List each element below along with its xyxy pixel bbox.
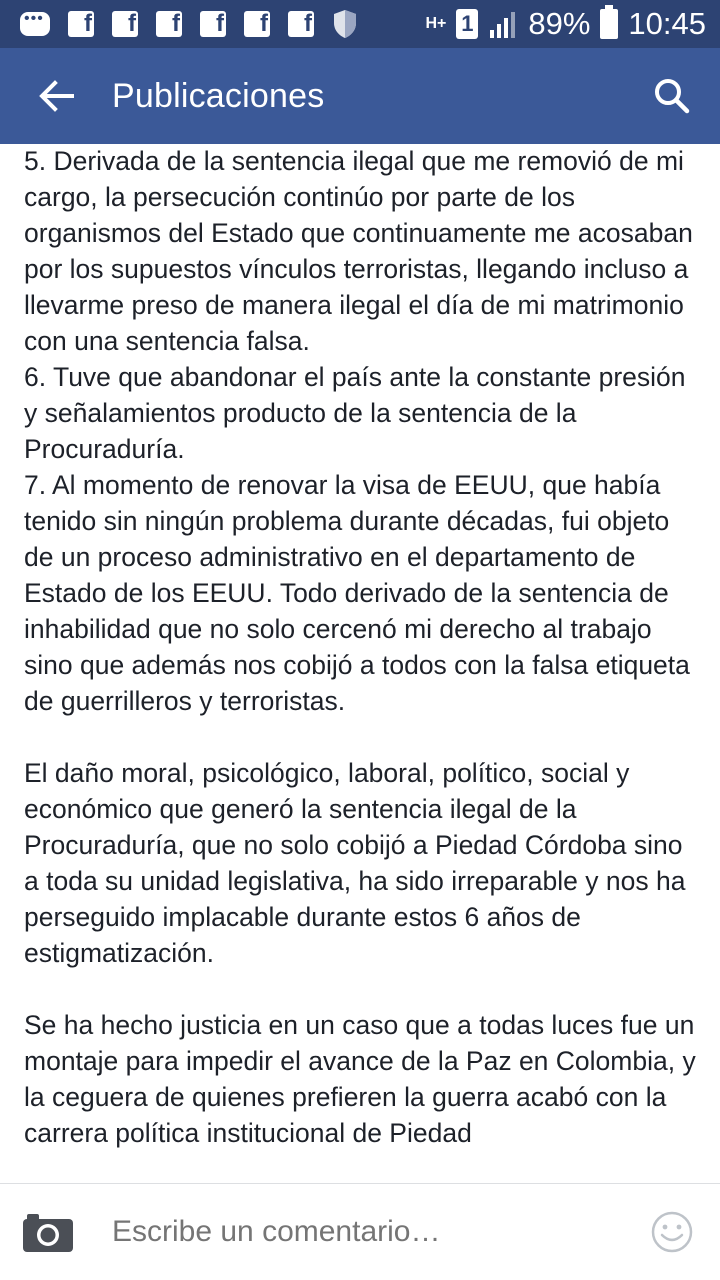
battery-icon (600, 9, 618, 39)
smiley-icon (651, 1211, 693, 1253)
camera-icon (22, 1211, 74, 1253)
status-bar (0, 0, 720, 48)
paragraph-spacer (24, 719, 704, 755)
facebook-icon: f (156, 11, 182, 37)
network-type: H+ (425, 15, 447, 32)
list-item: 6. Tuve que abandonar el país ante la constante presión y señalamientos producto de la sentencia de la Procuraduría. (24, 362, 686, 464)
comment-bar (0, 1183, 720, 1280)
shield-icon (332, 9, 358, 39)
clock: 10:45 (628, 6, 706, 41)
facebook-icon: f (200, 11, 226, 37)
arrow-left-icon (38, 80, 74, 112)
system-status (425, 6, 706, 42)
back-button[interactable] (0, 48, 112, 144)
facebook-icon: f (112, 11, 138, 37)
paragraph-spacer (24, 971, 704, 1007)
facebook-icon: f (288, 11, 314, 37)
sim-indicator: 1 (456, 9, 478, 39)
facebook-icon: f (244, 11, 270, 37)
page-title: Publicaciones (112, 76, 325, 115)
search-button[interactable] (624, 48, 720, 144)
notification-icons (20, 9, 358, 39)
signal-icon (488, 10, 518, 38)
camera-button[interactable] (0, 1184, 96, 1280)
battery-percent: 89% (528, 6, 591, 41)
list-item: 5. Derivada de la sentencia ilegal que me removió de mi cargo, la persecución continúo por parte de los organismos del Estado que continuamente me acosaban por los supuestos vínculos terroristas, llegando incluso a llevarme preso de manera ilegal el día de mi matrimonio con una sentencia falsa. (24, 146, 693, 356)
paragraph: Se ha hecho justicia en un caso que a todas luces fue un montaje para impedir el avance de la Paz en Colombia, y la ceguera de quienes prefieren la guerra acabó con la carrera política institucional de Piedad (24, 1010, 696, 1148)
facebook-icon: f (68, 11, 94, 37)
emoji-button[interactable] (624, 1184, 720, 1280)
post-body (24, 143, 704, 1183)
list-item: 7. Al momento de renovar la visa de EEUU, que había tenido sin ningún problema durante décadas, fui objeto de un proceso administrativo en el departamento de Estado de los EEUU. Todo derivado de la sentencia de inhabilidad que no solo cercenó mi derecho al trabajo sino que además nos cobijó a todos con la falsa etiqueta de guerrilleros y terroristas. (24, 470, 690, 716)
paragraph: El daño moral, psicológico, laboral, político, social y económico que generó la sentencia ilegal de la Procuraduría, que no solo cobijó a Piedad Córdoba sino a toda su unidad legislativa, ha sido irreparable y nos ha perseguido implacable durante estos 6 años de estigmatización. (24, 758, 686, 968)
search-icon (654, 78, 690, 114)
comment-input[interactable] (96, 1215, 624, 1249)
app-bar (0, 48, 720, 144)
chat-bubble-icon (20, 12, 50, 36)
